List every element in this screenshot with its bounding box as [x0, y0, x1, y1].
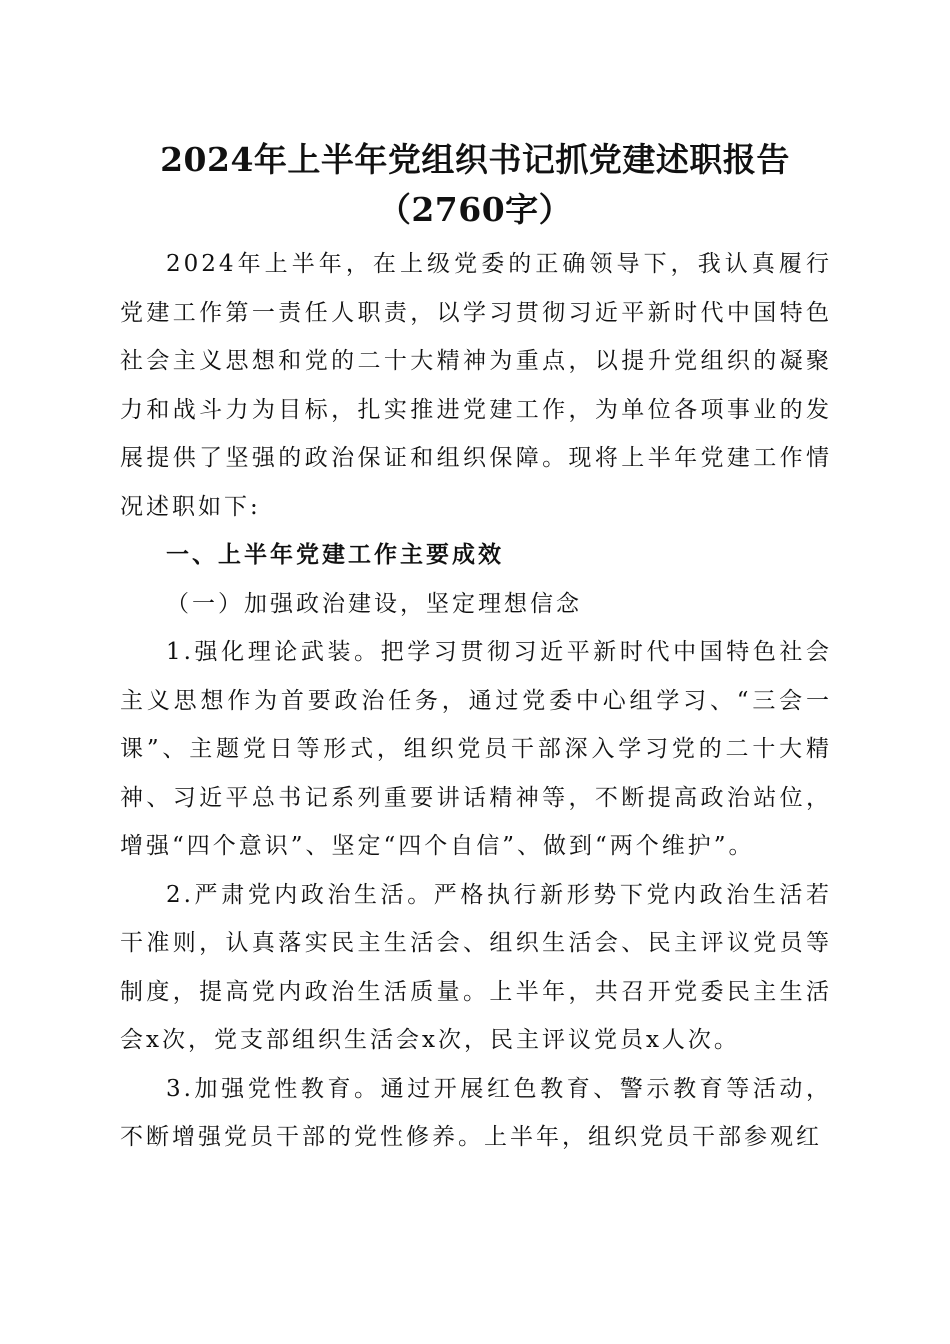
- paragraph-item-2: 2.严肃党内政治生活。严格执行新形势下党内政治生活若干准则，认真落实民主生活会、组织生活会、民主评议党员等制度，提高党内政治生活质量。上半年，共召开党委民主生活会x次，党支部组织生活会x次，民主评议党员x人次。: [120, 881, 832, 1053]
- subsection-heading: （一）加强政治建设，坚定理想信念: [166, 590, 582, 617]
- document-title: 2024年上半年党组织书记抓党建述职报告: [160, 140, 790, 179]
- document-subtitle: （2760字）: [377, 190, 573, 229]
- section-heading: 一、上半年党建工作主要成效: [166, 542, 504, 568]
- paragraph-item-1: 1.强化理论武装。把学习贯彻习近平新时代中国特色社会主义思想作为首要政治任务，通过党委中心组学习、“三会一课”、主题党日等形式，组织党员干部深入学习党的二十大精神、习近平总书记系列重要讲话精神等，不断提高政治站位，增强“四个意识”、坚定“四个自信”、做到“两个维护”。: [120, 639, 832, 859]
- document-body: [120, 240, 832, 1162]
- paragraph-item-3: 3.加强党性教育。通过开展红色教育、警示教育等活动，不断增强党员干部的党性修养。上半年，组织党员干部参观红: [120, 1075, 832, 1150]
- intro-paragraph: 2024年上半年，在上级党委的正确领导下，我认真履行党建工作第一责任人职责，以学习贯彻习近平新时代中国特色社会主义思想和党的二十大精神为重点，以提升党组织的凝聚力和战斗力为目标，扎实推进党建工作，为单位各项事业的发展提供了坚强的政治保证和组织保障。现将上半年党建工作情况述职如下:: [120, 251, 832, 520]
